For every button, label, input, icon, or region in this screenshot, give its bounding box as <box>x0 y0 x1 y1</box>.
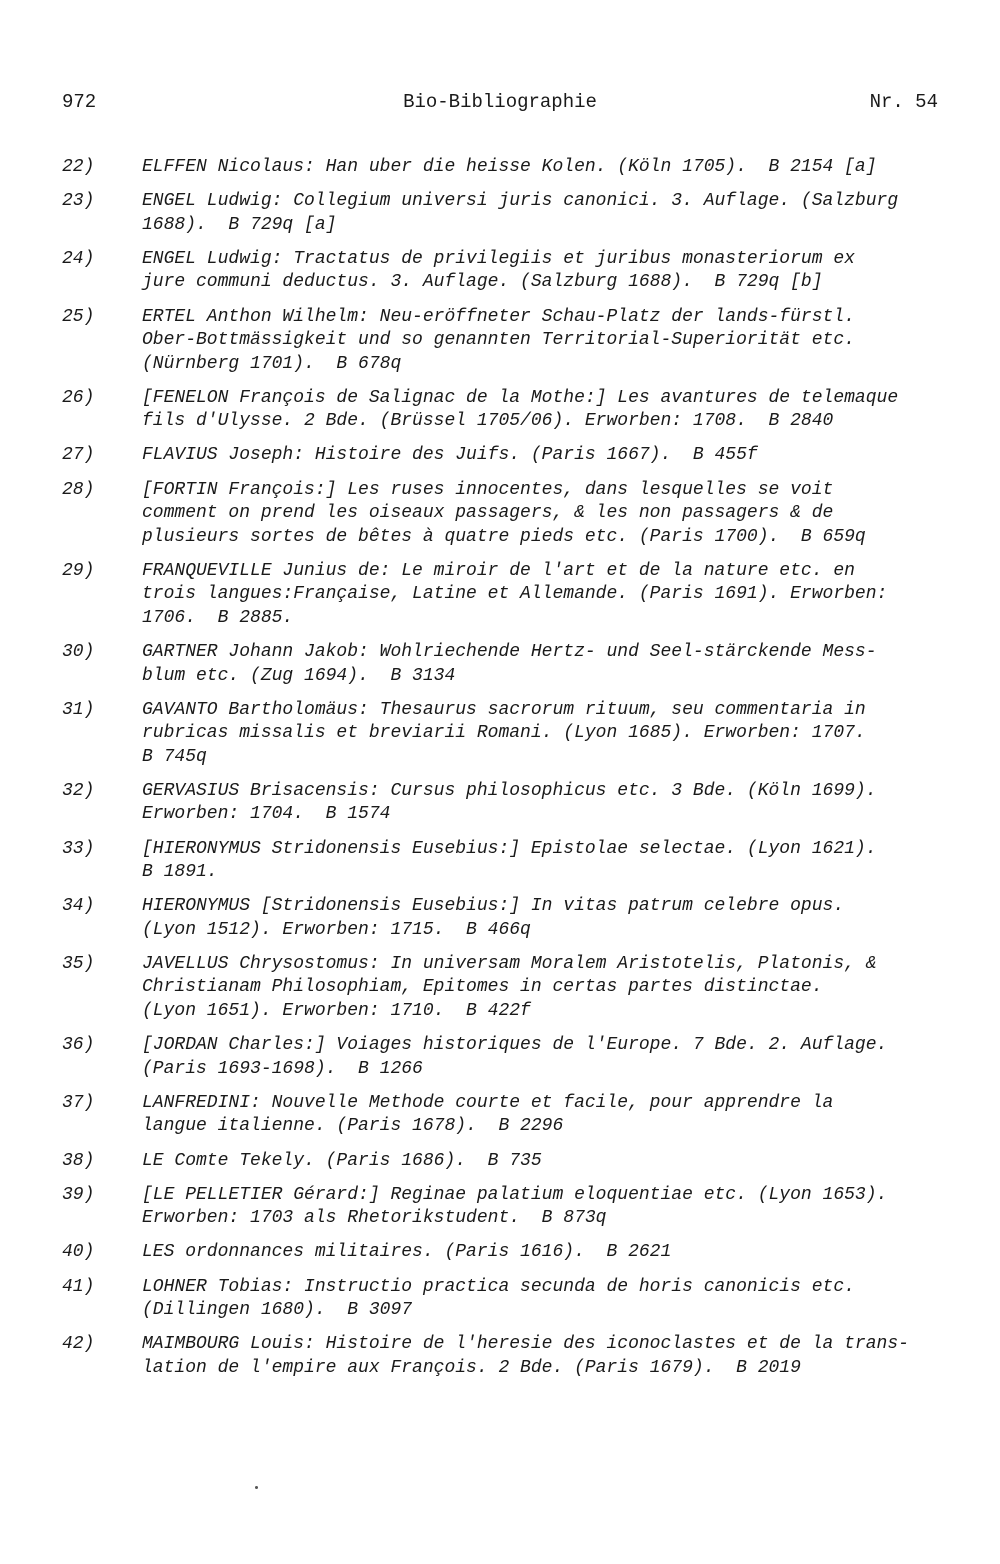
entry-number: 24) <box>62 248 95 269</box>
entry-line: HIERONYMUS [Stridonensis Eusebius:] In vitas patrum celebre opus. <box>142 896 845 917</box>
entry-number: 32) <box>62 780 95 801</box>
entry-number: 27) <box>62 445 95 466</box>
entry-number: 29) <box>62 560 95 581</box>
entry-line: JAVELLUS Chrysostomus: In universam Moralem Aristotelis, Platonis, & <box>142 953 877 974</box>
bibliography-entry <box>62 641 938 688</box>
entry-line: 1688). B 729q [a] <box>142 214 337 235</box>
entry-text <box>142 444 938 468</box>
entry-number: 42) <box>62 1334 95 1355</box>
bibliography-entry <box>62 156 938 180</box>
entry-line: Christianam Philosophiam, Epitomes in certas partes distinctae. <box>142 977 823 998</box>
entry-line: [LE PELLETIER Gérard:] Reginae palatium eloquentiae etc. (Lyon 1653). <box>142 1184 888 1205</box>
entry-number: 36) <box>62 1035 95 1056</box>
page-header <box>62 88 938 116</box>
entry-number: 34) <box>62 896 95 917</box>
bibliography-entry <box>62 895 938 942</box>
entry-line: Ober-Bottmässigkeit und so genannten Territorial-Superiorität etc. <box>142 330 855 351</box>
entry-text <box>142 1333 938 1380</box>
entry-text <box>142 190 938 237</box>
bibliography-entry <box>62 1034 938 1081</box>
bibliography-entry <box>62 444 938 468</box>
entry-line: (Nürnberg 1701). B 678q <box>142 353 402 374</box>
entry-line: lation de l'empire aux François. 2 Bde. (Paris 1679). B 2019 <box>142 1357 801 1378</box>
entry-text <box>142 1150 938 1174</box>
bibliography-entry <box>62 1276 938 1323</box>
entry-number: 40) <box>62 1242 95 1263</box>
entry-text <box>142 156 938 180</box>
entry-line: trois langues:Française, Latine et Allemande. (Paris 1691). Erworben: <box>142 584 888 605</box>
entry-number: 33) <box>62 838 95 859</box>
entry-text <box>142 387 938 434</box>
entry-line: [HIERONYMUS Stridonensis Eusebius:] Epistolae selectae. (Lyon 1621). <box>142 838 877 859</box>
entry-line: FRANQUEVILLE Junius de: Le miroir de l'art et de la nature etc. en <box>142 560 855 581</box>
entry-text <box>142 1034 938 1081</box>
entry-line: comment on prend les oiseaux passagers, & les non passagers & de <box>142 503 834 524</box>
bibliography-entry <box>62 479 938 550</box>
entry-line: ELFFEN Nicolaus: Han uber die heisse Kolen. (Köln 1705). B 2154 [a] <box>142 157 877 177</box>
entry-number: 30) <box>62 642 95 662</box>
entry-text <box>142 953 938 1024</box>
entry-line: ERTEL Anthon Wilhelm: Neu-eröffneter Schau-Platz der lands-fürstl. <box>142 306 855 327</box>
entry-line: GERVASIUS Brisacensis: Cursus philosophicus etc. 3 Bde. (Köln 1699). <box>142 780 877 801</box>
entry-number: 22) <box>62 157 95 177</box>
bibliography-entry <box>62 306 938 377</box>
bibliography-entry <box>62 387 938 434</box>
entry-line: 1706. B 2885. <box>142 607 294 628</box>
entry-text <box>142 479 938 550</box>
section-number: Nr. 54 <box>869 91 938 113</box>
entry-line: fils d'Ulysse. 2 Bde. (Brüssel 1705/06). Erworben: 1708. B 2840 <box>142 411 834 432</box>
entry-number: 28) <box>62 479 95 500</box>
entry-line: ENGEL Ludwig: Tractatus de privilegiis et juribus monasteriorum ex <box>142 248 855 269</box>
entry-line: (Lyon 1651). Erworben: 1710. B 422f <box>142 1000 531 1021</box>
entry-line: B 745q <box>142 746 207 767</box>
entry-text <box>142 248 938 295</box>
entry-line: Erworben: 1704. B 1574 <box>142 804 391 825</box>
stray-dot <box>255 1486 258 1489</box>
bibliography-list <box>62 156 938 1391</box>
entry-line: GARTNER Johann Jakob: Wohlriechende Hertz- und Seel-stärckende Mess- <box>142 642 877 662</box>
bibliography-entry <box>62 699 938 770</box>
entry-line: (Paris 1693-1698). B 1266 <box>142 1058 423 1079</box>
entry-text <box>142 1092 938 1139</box>
bibliography-entry <box>62 1092 938 1139</box>
entry-line: MAIMBOURG Louis: Histoire de l'heresie des iconoclastes et de la trans- <box>142 1334 909 1355</box>
entry-number: 41) <box>62 1276 95 1297</box>
entry-line: plusieurs sortes de bêtes à quatre pieds etc. (Paris 1700). B 659q <box>142 526 866 547</box>
entry-number: 39) <box>62 1184 95 1205</box>
entry-line: rubricas missalis et breviarii Romani. (Lyon 1685). Erworben: 1707. <box>142 723 866 744</box>
bibliography-entry <box>62 560 938 631</box>
entry-line: ENGEL Ludwig: Collegium universi juris canonici. 3. Auflage. (Salzburg <box>142 191 899 212</box>
entry-text <box>142 895 938 942</box>
entry-line: [FORTIN François:] Les ruses innocentes, dans lesquelles se voit <box>142 479 834 500</box>
bibliography-entry <box>62 190 938 237</box>
entry-line: GAVANTO Bartholomäus: Thesaurus sacrorum rituum, seu commentaria in <box>142 699 866 720</box>
entry-line: LANFREDINI: Nouvelle Methode courte et facile, pour apprendre la <box>142 1092 834 1113</box>
entry-text <box>142 1241 938 1265</box>
bibliography-entry <box>62 248 938 295</box>
entry-text <box>142 1276 938 1323</box>
entry-text <box>142 699 938 770</box>
entry-line: Erworben: 1703 als Rhetorikstudent. B 873q <box>142 1208 607 1229</box>
entry-number: 25) <box>62 306 95 327</box>
entry-line: jure communi deductus. 3. Auflage. (Salzburg 1688). B 729q [b] <box>142 272 823 293</box>
page-number: 972 <box>62 91 97 113</box>
entry-line: LE Comte Tekely. (Paris 1686). B 735 <box>142 1150 542 1171</box>
bibliography-entry <box>62 838 938 885</box>
entry-number: 37) <box>62 1092 95 1113</box>
bibliography-entry <box>62 1333 938 1380</box>
bibliography-entry <box>62 780 938 827</box>
entry-text <box>142 838 938 885</box>
entry-line: langue italienne. (Paris 1678). B 2296 <box>142 1116 564 1137</box>
entry-number: 26) <box>62 387 95 408</box>
entry-number: 23) <box>62 191 95 212</box>
entry-line: (Dillingen 1680). B 3097 <box>142 1300 413 1321</box>
entry-line: [FENELON François de Salignac de la Mothe:] Les avantures de telemaque <box>142 387 899 408</box>
entry-text <box>142 780 938 827</box>
bibliography-entry <box>62 1150 938 1174</box>
entry-line: (Lyon 1512). Erworben: 1715. B 466q <box>142 919 531 940</box>
entry-number: 31) <box>62 699 95 720</box>
entry-line: FLAVIUS Joseph: Histoire des Juifs. (Paris 1667). B 455f <box>142 445 758 466</box>
entry-line: LES ordonnances militaires. (Paris 1616). B 2621 <box>142 1242 672 1263</box>
entry-number: 38) <box>62 1150 95 1171</box>
entry-text <box>142 1184 938 1231</box>
entry-line: B 1891. <box>142 862 218 883</box>
bibliography-entry <box>62 953 938 1024</box>
entry-number: 35) <box>62 953 95 974</box>
entry-text <box>142 641 938 688</box>
bibliography-entry <box>62 1241 938 1265</box>
running-title: Bio-Bibliographie <box>403 91 597 113</box>
entry-text <box>142 306 938 377</box>
bibliography-entry <box>62 1184 938 1231</box>
entry-line: LOHNER Tobias: Instructio practica secunda de horis canonicis etc. <box>142 1276 855 1297</box>
entry-line: blum etc. (Zug 1694). B 3134 <box>142 665 456 686</box>
entry-line: [JORDAN Charles:] Voiages historiques de l'Europe. 7 Bde. 2. Auflage. <box>142 1035 888 1056</box>
entry-text <box>142 560 938 631</box>
